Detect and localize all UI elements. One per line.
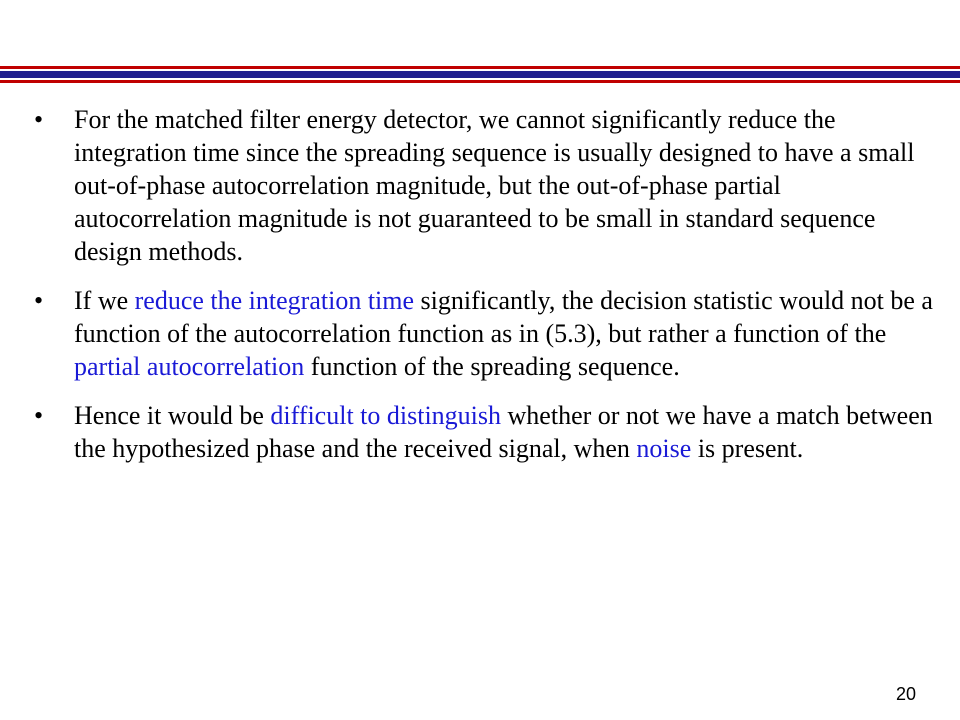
bullet-text (74, 105, 914, 266)
bullet-item-2 (34, 284, 934, 383)
bullet-text-plain: significantly, the decision statistic would not be a function of the autocorrelation function as in (5.3), but rather a function of the (74, 286, 933, 348)
bullet-text-highlight: partial autocorrelation (74, 352, 305, 381)
bullet-item-1 (34, 103, 934, 268)
divider-stripe-blue (0, 71, 960, 78)
bullet-text-plain: whether or not we have a match between the hypothesized phase and the received signal, when (74, 401, 933, 463)
bullet-text (74, 401, 933, 463)
bullet-text-plain: is present. (691, 434, 804, 463)
bullet-text-plain: Hence it would be (74, 401, 271, 430)
bullet-text-plain: For the matched filter energy detector, we cannot significantly reduce the integration time since the spreading sequence is usually designed to have a small out-of-phase autocorrelation magnitude, but the out-of-phase partial autocorrelation magnitude is not guaranteed to be small in standard sequence design methods. (74, 105, 915, 266)
bullet-mark: • (34, 105, 44, 134)
page-number: 20 (895, 684, 916, 704)
bullet-text-plain: If we (74, 286, 135, 315)
slide-body (34, 103, 934, 481)
divider-stripe-red-bottom (0, 80, 960, 83)
bullet-mark: • (34, 401, 44, 430)
bullet-item-3 (34, 399, 934, 465)
bullet-text-plain: function of the spreading sequence. (304, 352, 680, 381)
bullet-text (74, 286, 933, 381)
bullet-mark: • (34, 286, 44, 315)
title-divider-bar (0, 66, 960, 84)
bullet-text-highlight: noise (636, 434, 692, 463)
bullet-text-highlight: difficult to distinguish (270, 401, 502, 430)
bullet-text-highlight: reduce the integration time (134, 286, 415, 315)
